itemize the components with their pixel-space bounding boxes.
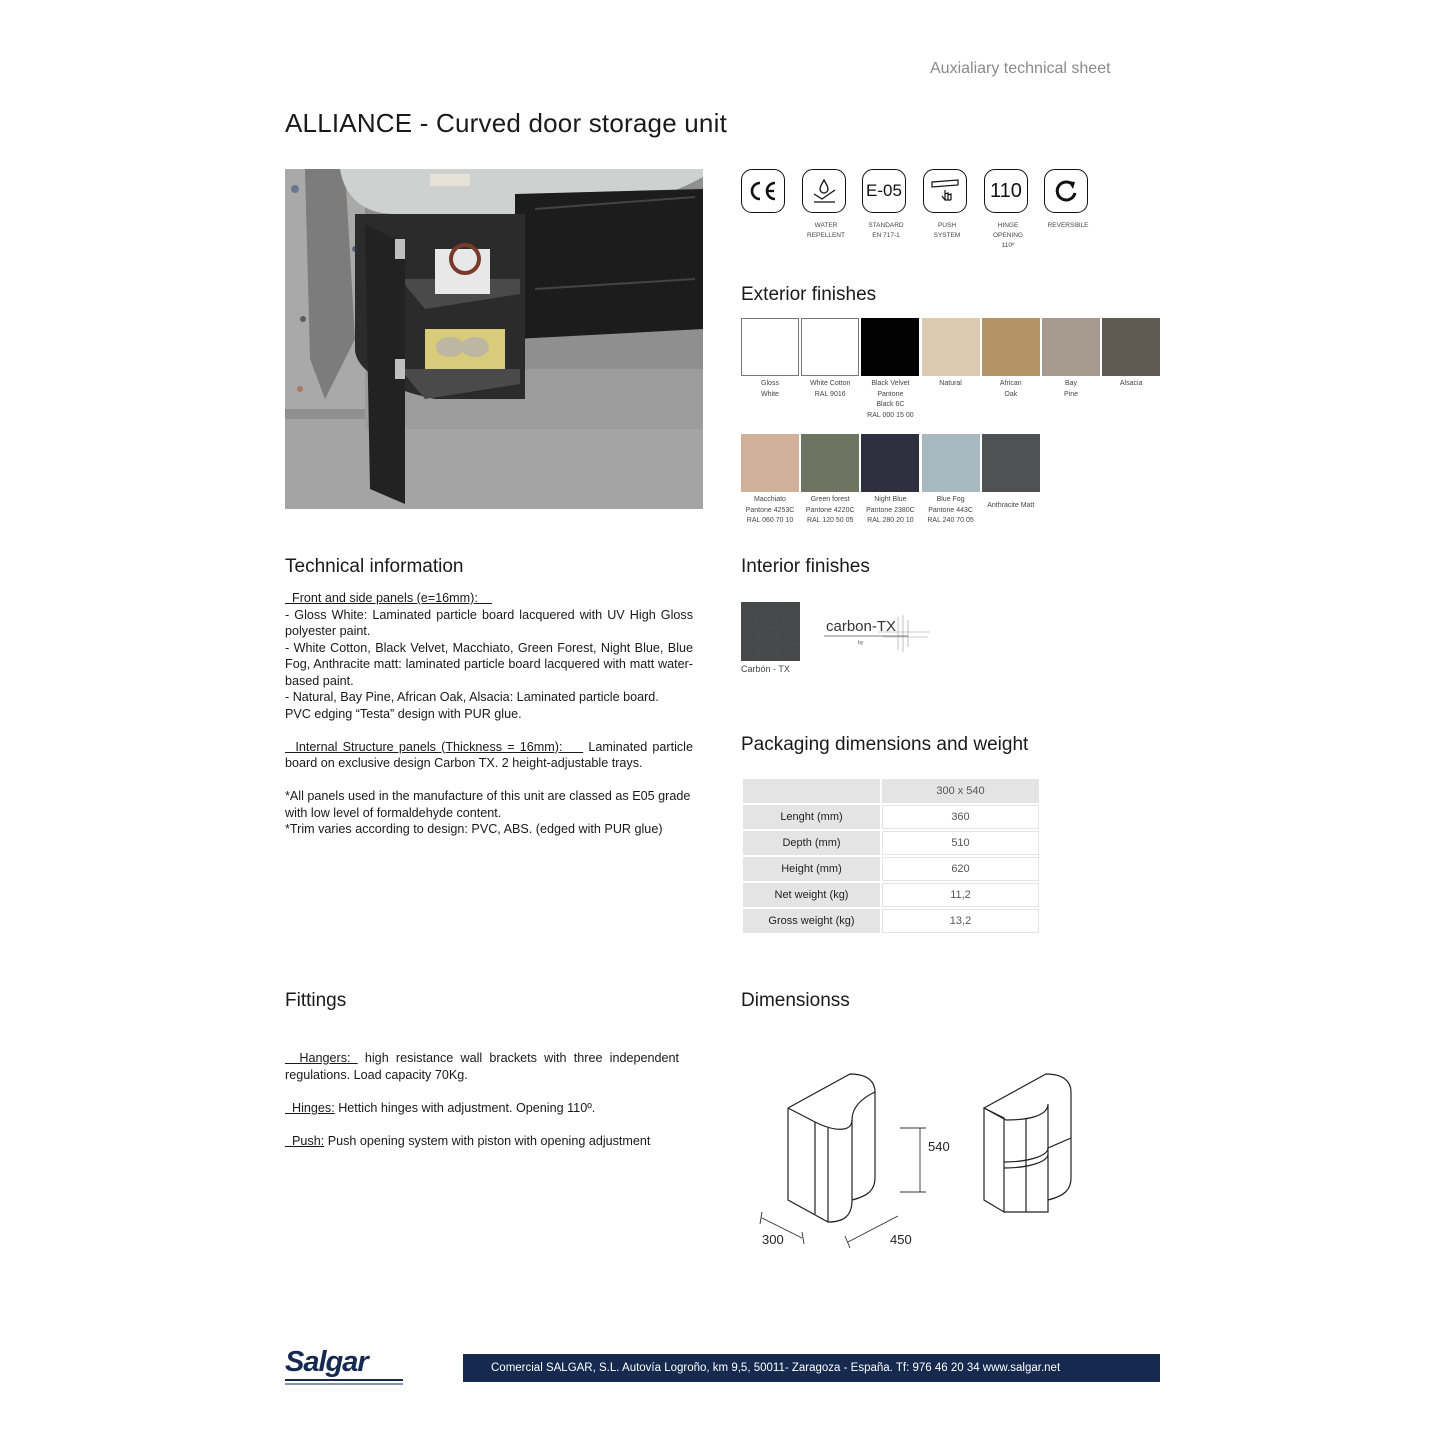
width-dimension: 300 [762, 1232, 784, 1247]
ce-mark-icon [741, 169, 789, 221]
depth-dimension: 450 [890, 1232, 912, 1247]
row-label: Depth (mm) [743, 831, 880, 855]
finish-swatch [801, 434, 859, 492]
table-row [743, 857, 1039, 881]
finish-label: Natural [939, 380, 962, 387]
footer-address: Comercial SALGAR, S.L. Autovía Logroño, km 9,5, 50011- Zaragoza - España. Tf: 976 46 20 34 www.salgar.net [491, 1362, 1061, 1374]
finish-label: Green forest Pantone 4220C RAL 120 50 05 [805, 496, 855, 524]
row-label: Gross weight (kg) [743, 909, 880, 933]
finish-swatch [982, 434, 1040, 492]
packaging-table [741, 777, 1041, 935]
finish-swatch [1102, 318, 1160, 376]
finish-swatch [861, 434, 919, 492]
internal-panels-title: Internal Structure panels (Thickness = 16mm): [285, 739, 584, 754]
reversible-icon: REVERSIBLE [1044, 169, 1092, 231]
table-row [743, 805, 1039, 829]
finish-label: Alsacia [1119, 380, 1143, 387]
finish-label: African Oak [999, 380, 1022, 398]
page-title: ALLIANCE - Curved door storage unit [285, 108, 727, 138]
front-line: - White Cotton, Black Velvet, Macchiato, Green Forest, Night Blue, Blue Fog, Anthracite matt: laminated particle board lacquered with matt water-based paint. [285, 640, 693, 688]
certification-icons [741, 169, 1161, 259]
exterior-finishes-heading: Exterior finishes [741, 284, 877, 305]
packaging-heading: Packaging dimensions and weight [741, 734, 1029, 755]
push-title: Push: [285, 1133, 325, 1148]
note-line: *All panels used in the manufacture of this unit are classed as E05 grade with low level of formaldehyde content. [285, 789, 691, 820]
dimensions-heading: Dimensionss [741, 990, 850, 1011]
finish-swatch [922, 318, 980, 376]
finish-label: Bay Pine [1063, 380, 1078, 398]
fittings-text [285, 1050, 679, 1149]
product-photo [285, 169, 703, 509]
row-value: 13,2 [882, 909, 1039, 933]
table-row [743, 909, 1039, 933]
sheet-label: Auxialiary technical sheet [930, 60, 1111, 77]
row-value: 620 [882, 857, 1039, 881]
finish-label: Gloss White [761, 380, 779, 398]
finish-swatch [741, 318, 799, 376]
finish-label: Anthracite Matt [987, 502, 1035, 509]
front-panels-title: Front and side panels (e=16mm): [285, 591, 492, 605]
row-value: 360 [882, 805, 1039, 829]
e05-standard-icon: E-05 STANDARD EN 717-1 [862, 169, 910, 241]
technical-info-heading: Technical information [285, 556, 464, 577]
push-text: Push opening system with piston with opening adjustment [324, 1133, 651, 1148]
finish-label: White Cotton RAL 9016 [809, 380, 851, 398]
hinges-text: Hettich hinges with adjustment. Opening 110º. [334, 1100, 596, 1115]
finish-swatch [1042, 318, 1100, 376]
hinge-opening-icon: 110 HINGE OPENING 110º [984, 169, 1032, 251]
table-row [743, 883, 1039, 907]
finish-swatch [861, 318, 919, 376]
row-label: Net weight (kg) [743, 883, 880, 907]
finish-label: Black Velvet Pantone Black 6C RAL 000 15 00 [867, 380, 914, 419]
carbon-tx-label: Carbón - TX [741, 664, 790, 674]
carbon-tx-swatch [741, 602, 800, 661]
finish-label: Night Blue Pantone 2380C RAL 280 20 10 [866, 496, 915, 524]
finish-label: Blue Fog Pantone 443C RAL 240 70 05 [927, 496, 974, 524]
finish-swatch [801, 318, 859, 376]
finish-swatch [922, 434, 980, 492]
dimensions-drawing [740, 1060, 1120, 1260]
interior-finishes-heading: Interior finishes [741, 556, 870, 577]
row-label: Height (mm) [743, 857, 880, 881]
internal-panels-text: Laminated particle board on exclusive design Carbon TX. 2 height-adjustable trays. [285, 739, 693, 770]
table-row [743, 831, 1039, 855]
footer-bar [463, 1354, 1160, 1382]
finish-swatch [741, 434, 799, 492]
row-value: 510 [882, 831, 1039, 855]
hinges-title: Hinges: [285, 1100, 335, 1115]
hangers-text: high resistance wall brackets with three independent regulations. Load capacity 70Kg. [285, 1051, 679, 1082]
row-value: 11,2 [882, 883, 1039, 907]
finish-swatch [982, 318, 1040, 376]
push-system-icon: PUSH SYSTEM [923, 169, 971, 241]
finish-label: Macchiato Pantone 4253C RAL 060 70 10 [745, 496, 795, 524]
table-header-blank [743, 779, 880, 803]
salgar-logo: Salgar [285, 1346, 368, 1378]
fittings-heading: Fittings [285, 990, 347, 1011]
note-line: *Trim varies according to design: PVC, ABS. (edged with PUR glue) [285, 822, 663, 836]
hangers-title: Hangers: [285, 1051, 358, 1065]
carbon-tx-logo: carbon-TX by [826, 618, 897, 646]
front-line: - Natural, Bay Pine, African Oak, Alsacia: Laminated particle board. [285, 690, 659, 704]
row-label: Lenght (mm) [743, 805, 880, 829]
technical-info-text [285, 590, 693, 838]
water-repellent-icon: WATER REPELLENT [802, 169, 850, 241]
front-line: - Gloss White: Laminated particle board lacquered with UV High Gloss polyester paint. [285, 607, 693, 638]
table-header-size: 300 x 540 [882, 779, 1039, 803]
height-dimension: 540 [928, 1139, 950, 1154]
front-line: PVC edging “Testa” design with PUR glue. [285, 706, 522, 721]
table-row [743, 779, 1039, 803]
